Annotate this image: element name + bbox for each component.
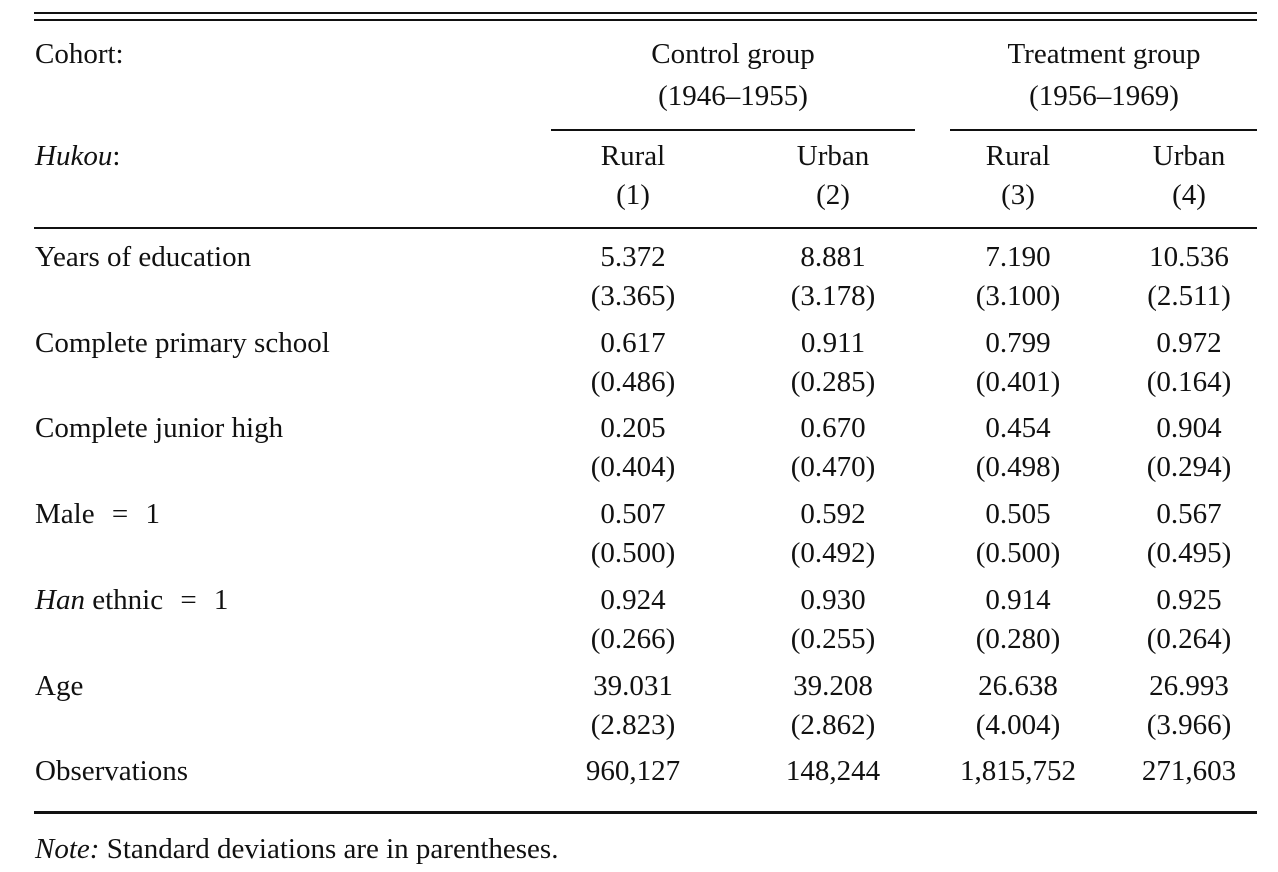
male-word: Male [35, 498, 95, 530]
table-cell-sd: (0.280) [975, 623, 1061, 655]
table-cell-sd: (3.966) [1146, 709, 1232, 741]
table-cell: 26.638 [978, 670, 1058, 702]
table-cell-sd: (0.164) [1146, 366, 1232, 398]
table-cell: 0.507 [600, 498, 666, 530]
table-cell: 271,603 [1141, 755, 1237, 787]
control-group-years: (1946–1955) [658, 80, 808, 112]
table-cell: 0.924 [600, 584, 666, 616]
table-cell: 0.925 [1156, 584, 1222, 616]
table-cell-sd: (2.511) [1147, 280, 1231, 312]
column-header-3: Rural [985, 140, 1051, 172]
table-cell-sd: (3.178) [790, 280, 876, 312]
table-cell: 148,244 [785, 755, 881, 787]
table-cell-sd: (0.495) [1146, 537, 1232, 569]
column-header-1: Rural [600, 140, 666, 172]
table-cell: 0.930 [800, 584, 866, 616]
table-cell: 0.454 [985, 412, 1051, 444]
table-cell: 1,815,752 [960, 755, 1076, 787]
table-cell-sd: (2.862) [790, 709, 876, 741]
equals-sign: = [111, 498, 129, 530]
table-note [35, 835, 558, 864]
table-cell-sd: (0.500) [590, 537, 676, 569]
table-cell: 0.205 [600, 412, 666, 444]
column-number-4: (4) [1172, 179, 1206, 211]
row-label-observations: Observations [35, 755, 189, 787]
table-cell-sd: (0.294) [1146, 451, 1232, 483]
treatment-group-underline [950, 129, 1257, 131]
table-cell: 39.208 [793, 670, 873, 702]
table-cell-sd: (3.100) [975, 280, 1061, 312]
control-group-underline [551, 129, 915, 131]
column-header-4: Urban [1152, 140, 1226, 172]
table-cell: 0.617 [600, 327, 666, 359]
table-cell-sd: (0.285) [790, 366, 876, 398]
table-cell: 10.536 [1149, 241, 1229, 273]
table-cell-sd: (0.266) [590, 623, 676, 655]
table-cell-sd: (4.004) [975, 709, 1061, 741]
row-label-complete-junior-high: Complete junior high [35, 412, 284, 444]
row-label-age: Age [35, 670, 84, 702]
column-number-1: (1) [616, 179, 650, 211]
equals-sign: = [180, 584, 197, 616]
han-value: 1 [213, 584, 229, 616]
hukou-label [35, 142, 120, 171]
column-number-3: (3) [1001, 179, 1035, 211]
treatment-group-title: Treatment group [1007, 38, 1201, 70]
note-prefix: Note: [35, 833, 100, 865]
table-cell: 7.190 [985, 241, 1051, 273]
control-group-title: Control group [651, 38, 815, 70]
table-cell: 0.592 [800, 498, 866, 530]
table-cell-sd: (0.470) [790, 451, 876, 483]
row-label-years-of-education: Years of education [35, 241, 252, 273]
row-label-han-ethnic [35, 586, 228, 615]
table-cell: 0.972 [1156, 327, 1222, 359]
table-cell: 5.372 [600, 241, 666, 273]
note-text: Standard deviations are in parentheses. [106, 833, 559, 865]
hukou-word: Hukou [35, 140, 113, 172]
header-bottom-rule [34, 227, 1257, 229]
ethnic-word: ethnic [92, 584, 164, 616]
table-cell-sd: (0.486) [590, 366, 676, 398]
table-cell-sd: (2.823) [590, 709, 676, 741]
column-header-2: Urban [796, 140, 870, 172]
top-rule [34, 12, 1257, 14]
bottom-rule [34, 811, 1257, 814]
table-cell: 960,127 [585, 755, 681, 787]
row-label-complete-primary-school: Complete primary school [35, 327, 330, 359]
table-cell-sd: (0.500) [975, 537, 1061, 569]
table-cell: 0.505 [985, 498, 1051, 530]
table-cell-sd: (0.401) [975, 366, 1061, 398]
table-cell: 0.567 [1156, 498, 1222, 530]
table-cell-sd: (0.264) [1146, 623, 1232, 655]
table-cell-sd: (3.365) [590, 280, 676, 312]
column-number-2: (2) [816, 179, 850, 211]
table-cell: 26.993 [1149, 670, 1229, 702]
han-word: Han [35, 584, 85, 616]
table-cell: 0.914 [985, 584, 1051, 616]
table-cell-sd: (0.255) [790, 623, 876, 655]
table-cell: 39.031 [593, 670, 673, 702]
table-cell-sd: (0.498) [975, 451, 1061, 483]
table-cell-sd: (0.404) [590, 451, 676, 483]
table-cell: 0.904 [1156, 412, 1222, 444]
cohort-label: Cohort: [35, 38, 124, 70]
table-cell: 8.881 [800, 241, 866, 273]
row-label-male [35, 500, 160, 529]
hukou-colon: : [112, 140, 121, 172]
treatment-group-years: (1956–1969) [1029, 80, 1179, 112]
table-cell-sd: (0.492) [790, 537, 876, 569]
top-rule-second [34, 19, 1257, 21]
table-cell: 0.670 [800, 412, 866, 444]
male-value: 1 [145, 498, 160, 530]
table-cell: 0.911 [800, 327, 866, 359]
table-cell: 0.799 [985, 327, 1051, 359]
